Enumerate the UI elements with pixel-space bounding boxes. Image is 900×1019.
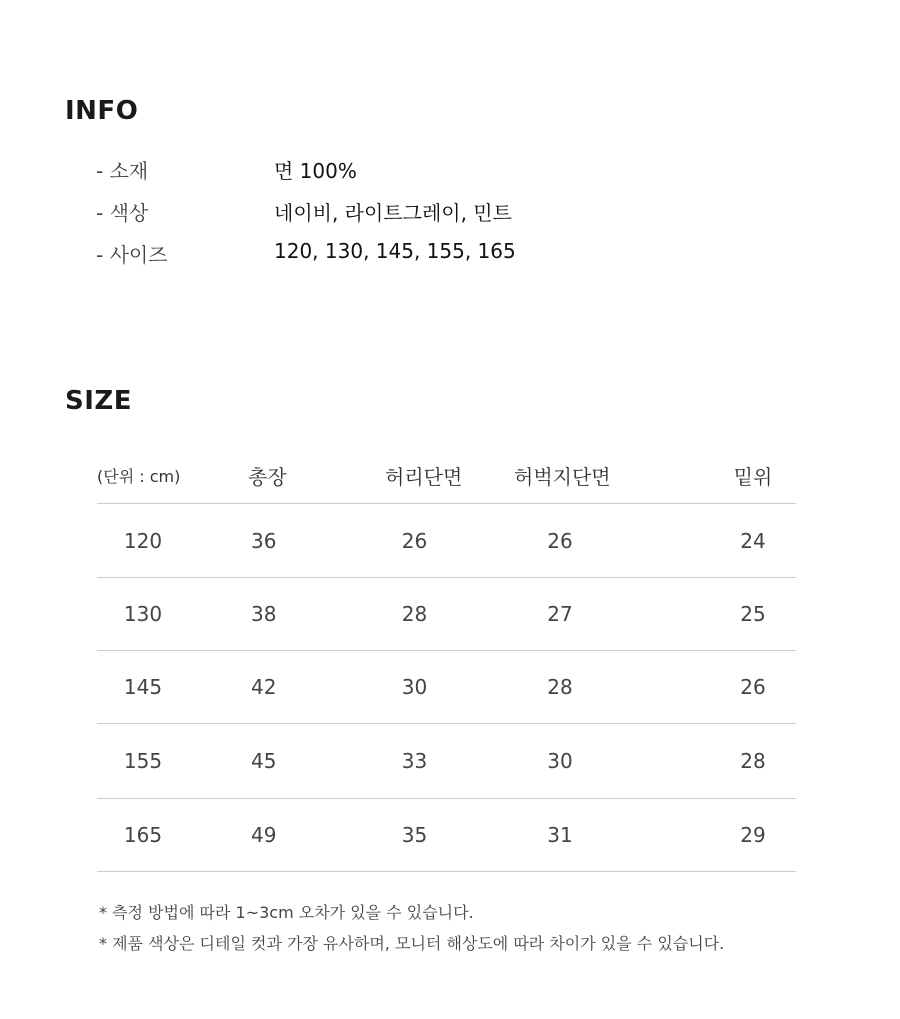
info-row-size bbox=[96, 239, 696, 269]
info-row-color bbox=[96, 197, 696, 227]
cell-waist-width: 35 bbox=[327, 799, 502, 872]
info-value-material: 면 100% bbox=[274, 159, 357, 183]
cell-waist-width: 26 bbox=[327, 504, 502, 578]
table-row bbox=[97, 651, 796, 724]
info-value-color: 네이비, 라이트그레이, 민트 bbox=[274, 201, 512, 225]
cell-thigh-width: 27 bbox=[502, 578, 618, 651]
cell-total-length: 49 bbox=[205, 799, 327, 872]
table-row bbox=[97, 799, 796, 872]
cell-total-length: 36 bbox=[205, 504, 327, 578]
info-label-color: - 색상 bbox=[96, 201, 149, 225]
cell-thigh-width: 30 bbox=[502, 724, 618, 799]
header-waist-width: 허리단면 bbox=[327, 448, 502, 504]
cell-total-length: 38 bbox=[205, 578, 327, 651]
header-total-length: 총장 bbox=[205, 448, 327, 504]
cell-waist-width: 30 bbox=[327, 651, 502, 724]
table-row bbox=[97, 724, 796, 799]
cell-rise: 24 bbox=[618, 504, 796, 578]
cell-size: 130 bbox=[97, 578, 205, 651]
size-section-title: SIZE bbox=[65, 386, 133, 416]
info-row-material bbox=[96, 155, 696, 185]
cell-total-length: 42 bbox=[205, 651, 327, 724]
cell-size: 120 bbox=[97, 504, 205, 578]
info-value-size: 120, 130, 145, 155, 165 bbox=[274, 239, 516, 263]
cell-thigh-width: 31 bbox=[502, 799, 618, 872]
size-table-header-row bbox=[97, 448, 796, 504]
cell-waist-width: 28 bbox=[327, 578, 502, 651]
info-section-title: INFO bbox=[65, 96, 139, 126]
cell-rise: 25 bbox=[618, 578, 796, 651]
cell-thigh-width: 26 bbox=[502, 504, 618, 578]
cell-total-length: 45 bbox=[205, 724, 327, 799]
info-label-size: - 사이즈 bbox=[96, 243, 168, 267]
cell-rise: 26 bbox=[618, 651, 796, 724]
cell-size: 155 bbox=[97, 724, 205, 799]
cell-thigh-width: 28 bbox=[502, 651, 618, 724]
cell-size: 145 bbox=[97, 651, 205, 724]
table-row bbox=[97, 578, 796, 651]
color-note: * 제품 색상은 디테일 컷과 가장 유사하며, 모니터 해상도에 따라 차이가 있을 수 있습니다. bbox=[99, 934, 725, 953]
measurement-note: * 측정 방법에 따라 1~3cm 오차가 있을 수 있습니다. bbox=[99, 903, 474, 922]
header-rise: 밑위 bbox=[618, 448, 796, 504]
header-thigh-width: 허벅지단면 bbox=[502, 448, 618, 504]
info-label-material: - 소재 bbox=[96, 159, 149, 183]
header-unit: (단위 : cm) bbox=[97, 448, 205, 504]
table-row bbox=[97, 504, 796, 578]
size-table bbox=[97, 448, 796, 872]
cell-waist-width: 33 bbox=[327, 724, 502, 799]
cell-size: 165 bbox=[97, 799, 205, 872]
cell-rise: 28 bbox=[618, 724, 796, 799]
cell-rise: 29 bbox=[618, 799, 796, 872]
